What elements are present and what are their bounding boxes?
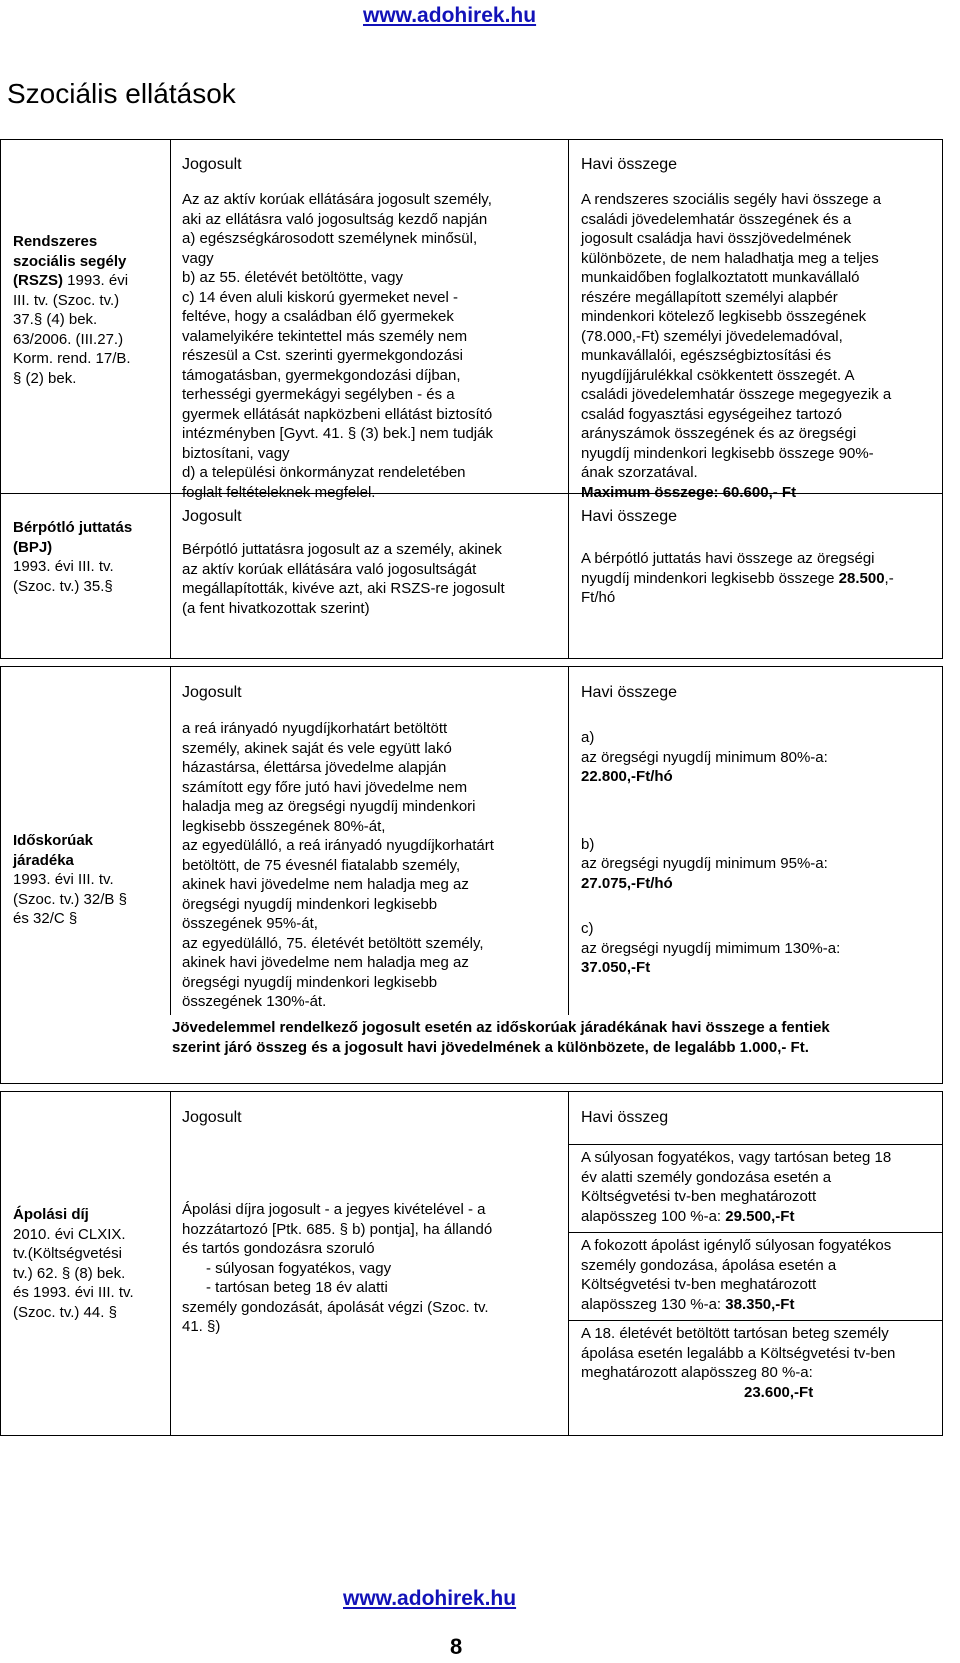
text-line: A súlyosan fogyatékos, vagy tartósan beteg 18 — [581, 1149, 892, 1166]
rszs-jogosult-cell — [171, 140, 569, 501]
apolasi-jogosult-text — [182, 1144, 560, 1337]
table-apolasi-dij — [0, 1091, 943, 1436]
table-row-idoskoruak — [1, 667, 942, 1015]
text-line: Költségvetési tv-ben meghatározott — [581, 1276, 817, 1293]
idos-footnote — [171, 1015, 830, 1083]
table-row-footnote — [1, 1015, 942, 1083]
rszs-maximum: Maximum összege: 60.600,- Ft — [581, 483, 797, 501]
bpj-havi-text — [581, 540, 936, 608]
apolasi-amount: 38.350,-Ft — [725, 1295, 795, 1313]
item-value: 37.050,-Ft — [581, 959, 651, 976]
apolasi-jogosult-cell — [171, 1092, 569, 1435]
rszs-havi-text — [581, 190, 936, 502]
text-line: személy gondozását, ápolását végzi (Szoc. tv. — [182, 1298, 489, 1316]
text-line: intézményben [Gyvt. 41. § (3) bek.] nem tudják — [182, 425, 493, 442]
idos-jogosult-cell — [171, 667, 569, 1015]
text-line: támogatásban, gyermekgondozási díjban, — [182, 366, 461, 384]
item-label: b) — [581, 835, 595, 853]
idos-ref-line: és 32/C § — [13, 910, 78, 927]
text-line: legkisebb összegének 80%-át, — [182, 817, 386, 835]
text-line: összegének 95%-át, — [182, 915, 318, 932]
text-line: az aktív korúak ellátására való jogosultságát — [182, 560, 477, 578]
text-line: nyugdíjjárulékkal csökkentett összegét. A — [581, 366, 855, 384]
item-text: az öregségi nyugdíj minimum 95%-a: — [581, 855, 828, 872]
idos-havi-a — [581, 719, 936, 787]
rszs-ref-line: 37.§ (4) bek. — [13, 311, 98, 328]
text-line: foglalt feltételeknek megfelel. — [182, 483, 376, 501]
idos-havi-b — [581, 787, 936, 894]
idos-ref-line: (Szoc. tv.) 32/B § — [13, 890, 127, 908]
bpj-ref-line: (Szoc. tv.) 35.§ — [13, 577, 113, 595]
idos-havi-c — [581, 893, 936, 978]
rszs-name-cell — [1, 140, 171, 493]
rszs-ref-line: § (2) bek. — [13, 369, 77, 387]
text-line: b) az 55. életévét betöltötte, vagy — [182, 269, 403, 286]
text-line: valamelyikére tekintettel más személy nem — [182, 327, 468, 345]
rszs-name-line: Rendszeres — [13, 233, 98, 250]
idos-name-line: Időskorúak — [13, 832, 94, 849]
havi-header: Havi összege — [581, 508, 678, 525]
text-line: munkaidőben foglalkoztatott munkavállaló — [581, 269, 860, 286]
text-line: év alatti személy gondozása esetén a — [581, 1168, 832, 1186]
text-line: részére megállapított személyi alapbér — [581, 288, 838, 306]
text-line: A fokozott ápolást igénylő súlyosan fogyatékos — [581, 1237, 892, 1254]
text-line: család fogyasztási egységeihez tartozó — [581, 405, 842, 423]
text-line: munkavállalói, egészségbiztosítási és — [581, 347, 832, 364]
jogosult-header: Jogosult — [182, 1109, 242, 1126]
text-line: feltéve, hogy a családban élő gyermekek — [182, 308, 454, 325]
text-line: számított egy főre jutó havi jövedelme nem — [182, 778, 468, 796]
text-line: arányszámok összegének és az öregségi — [581, 425, 857, 442]
rszs-ref-line: III. tv. (Szoc. tv.) — [13, 291, 120, 309]
text-line: d) a települési önkormányzat rendeletében — [182, 464, 466, 481]
text-line: személy gondozása, ápolása esetén a — [581, 1256, 837, 1274]
bpj-havi-cell — [569, 494, 942, 658]
text-line: - tartósan beteg 18 év alatti — [206, 1279, 388, 1296]
text-line: családi jövedelemhatár összege megegyezik a — [581, 386, 892, 403]
text-line: (78.000,-Ft) személyi jövedelemadóval, — [581, 327, 843, 345]
empty-cell — [1, 1015, 171, 1083]
text-line: vagy — [182, 249, 214, 267]
text-line: betöltött, de 75 évesnél fiatalabb személy, — [182, 856, 461, 874]
rszs-ref-line: 63/2006. (III.27.) — [13, 330, 124, 348]
rszs-ref-line: Korm. rend. 17/B. — [13, 350, 131, 367]
apolasi-name: Ápolási díj — [13, 1206, 89, 1223]
text-line: 41. §) — [182, 1318, 221, 1335]
bpj-jogosult-text — [182, 540, 560, 618]
text-span: nyugdíj mindenkori legkisebb összege — [581, 569, 839, 587]
text-line: az egyedülálló, 75. életévét betöltött személy, — [182, 934, 484, 952]
havi-header: Havi összege — [581, 684, 678, 701]
rszs-name-line: szociális segély — [13, 252, 127, 270]
apolasi-ref-line: tv.(Költségvetési — [13, 1245, 122, 1262]
apolasi-havi-cell — [569, 1092, 942, 1435]
apolasi-amount: 23.600,-Ft — [744, 1383, 814, 1401]
text-line: házastársa, élettársa jövedelme alapján — [182, 759, 447, 776]
idos-name-line: járadéka — [13, 851, 74, 869]
text-line: A bérpótló juttatás havi összege az öregségi — [581, 550, 875, 567]
table-row-apolasi — [1, 1092, 942, 1435]
text-line: személy, akinek saját és vele együtt lakó — [182, 739, 452, 757]
table-row-bpj — [1, 494, 942, 658]
page-number: 8 — [450, 1634, 463, 1659]
bpj-name-cell — [1, 494, 171, 658]
text-line: c) 14 éven aluli kiskorú gyermeket nevel - — [182, 288, 458, 306]
text-line: akinek havi jövedelme nem haladja meg az — [182, 876, 469, 893]
idos-havi-cell — [569, 667, 942, 1015]
text-line: aki az ellátásra való jogosultság kezdő napján — [182, 210, 488, 228]
table-idoskoruak — [0, 666, 943, 1084]
jogosult-header: Jogosult — [182, 684, 242, 701]
rszs-ref: 1993. évi — [63, 272, 129, 289]
text-line: akinek havi jövedelme nem haladja meg az — [182, 954, 469, 971]
apolasi-ref-line: (Szoc. tv.) 44. § — [13, 1303, 117, 1321]
rszs-jogosult-text — [182, 190, 560, 502]
jogosult-header: Jogosult — [182, 508, 242, 525]
text-line: meghatározott alapösszeg 80 %-a: — [581, 1364, 813, 1381]
text-span: alapösszeg 100 %-a: — [581, 1207, 726, 1225]
page-title: Szociális ellátások — [7, 78, 236, 109]
apolasi-havi-2 — [569, 1232, 942, 1320]
text-line: mindenkori kötelező legkisebb összegének — [581, 308, 867, 325]
text-line: a reá irányadó nyugdíjkorhatárt betöltött — [182, 720, 448, 737]
text-line: a) egészségkárosodott személynek minősül, — [182, 230, 478, 247]
text-line: Az az aktív korúak ellátására jogosult személy, — [182, 191, 492, 208]
site-link-top[interactable]: www.adohirek.hu — [363, 4, 537, 27]
text-line: hozzátartozó [Ptk. 685. § b) pontja], ha állandó — [182, 1220, 493, 1238]
text-line: az egyedülálló, a reá irányadó nyugdíjkorhatárt — [182, 837, 494, 854]
bpj-jogosult-cell — [171, 494, 569, 658]
idos-jogosult-text — [182, 719, 560, 1012]
apolasi-ref-line: 2010. évi CLXIX. — [13, 1225, 126, 1243]
text-span: alapösszeg 130 %-a: — [581, 1295, 726, 1313]
text-span: ,- — [884, 569, 894, 587]
apolasi-havi-3 — [569, 1320, 942, 1402]
text-line: ának szorzatával. — [581, 464, 698, 481]
item-text: az öregségi nyugdíj mimimum 130%-a: — [581, 939, 841, 957]
text-line: terhességi gyermekágyi segélyben - és a — [182, 386, 455, 403]
text-line: Költségvetési tv-ben meghatározott — [581, 1188, 817, 1205]
text-line: Jövedelemmel rendelkező jogosult esetén az időskorúak járadékának havi összege a fentiek — [172, 1019, 830, 1036]
idos-ref-line: 1993. évi III. tv. — [13, 871, 114, 888]
text-line: (a fent hivatkozottak szerint) — [182, 599, 370, 617]
text-line: nyugdíj mindenkori legkisebb összege 90%- — [581, 444, 874, 462]
text-line: szerint járó összeg és a jogosult havi jövedelmének a különbözete, de legalább 1.000,- Ft. — [172, 1038, 809, 1056]
text-line: gyermek ellátását napközbeni ellátást biztosító — [182, 405, 493, 423]
text-line: haladja meg az öregségi nyugdíj mindenkori — [182, 798, 476, 815]
text-line: Bérpótló juttatásra jogosult az a személy, akinek — [182, 541, 502, 558]
text-line: családi jövedelemhatár összegének és a — [581, 210, 852, 228]
rszs-abbrev: (RSZS) — [13, 272, 63, 289]
text-line: öregségi nyugdíj mindenkori legkisebb — [182, 973, 438, 991]
text-line: jogosult családja havi összjövedelmének — [581, 230, 852, 247]
apolasi-name-cell — [1, 1092, 171, 1435]
item-text: az öregségi nyugdíj minimum 80%-a: — [581, 748, 828, 766]
jogosult-header: Jogosult — [182, 156, 242, 173]
havi-header: Havi összege — [581, 156, 678, 173]
item-label: a) — [581, 729, 595, 746]
table-rszs-bpj — [0, 139, 943, 659]
rszs-havi-cell — [569, 140, 942, 501]
site-link-bottom[interactable]: www.adohirek.hu — [343, 1587, 517, 1610]
apolasi-ref-line: és 1993. évi III. tv. — [13, 1284, 134, 1301]
bpj-amount: 28.500 — [838, 569, 885, 587]
text-line: Ft/hó — [581, 589, 616, 606]
text-line: ápolása esetén legalább a Költségvetési tv-ben — [581, 1344, 896, 1362]
bpj-name-line: (BPJ) — [13, 538, 53, 556]
bpj-ref-line: 1993. évi III. tv. — [13, 558, 114, 575]
text-line: - súlyosan fogyatékos, vagy — [206, 1259, 392, 1277]
item-value: 27.075,-Ft/hó — [581, 874, 673, 892]
text-line: Ápolási díjra jogosult - a jegyes kivételével - a — [182, 1201, 486, 1218]
item-value: 22.800,-Ft/hó — [581, 768, 673, 785]
item-label: c) — [581, 920, 594, 937]
havi-header: Havi összeg — [581, 1109, 669, 1126]
text-line: és tartós gondozásra szoruló — [182, 1240, 375, 1257]
bpj-name-line: Bérpótló juttatás — [13, 519, 133, 536]
text-line: összegének 130%-át. — [182, 993, 327, 1010]
text-line: biztosítani, vagy — [182, 444, 290, 462]
text-line: öregségi nyugdíj mindenkori legkisebb — [182, 895, 438, 913]
text-line: A rendszeres szociális segély havi összege a — [581, 191, 882, 208]
apolasi-havi-1 — [569, 1144, 942, 1232]
table-row-rszs — [1, 140, 942, 501]
text-line: megállapították, kivéve azt, aki RSZS-re jogosult — [182, 580, 505, 597]
apolasi-ref-line: tv.) 62. § (8) bek. — [13, 1264, 126, 1282]
idos-name-cell — [1, 667, 171, 1015]
text-line: A 18. életévét betöltött tartósan beteg személy — [581, 1325, 889, 1342]
text-line: részesül a Cst. szerinti gyermekgondozási — [182, 347, 463, 364]
text-line: különbözete, de nem haladhatja meg a teljes — [581, 249, 879, 267]
apolasi-amount: 29.500,-Ft — [725, 1207, 795, 1225]
